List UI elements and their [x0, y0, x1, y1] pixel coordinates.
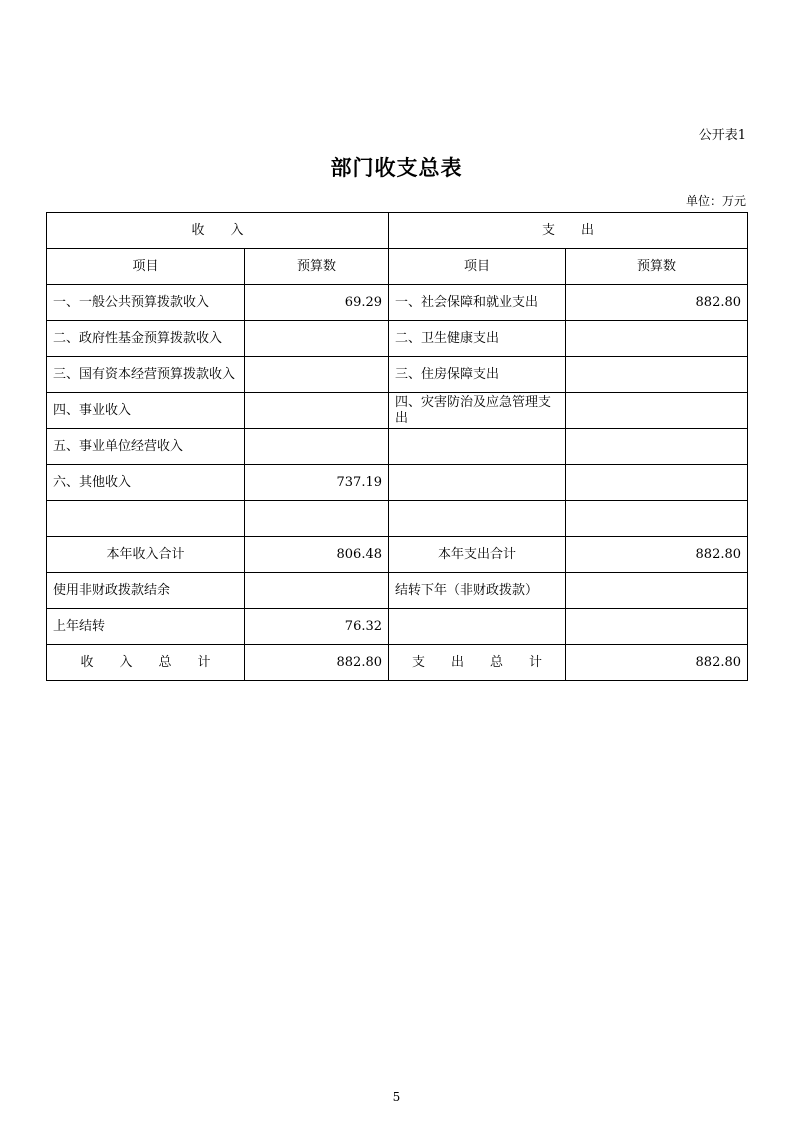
- expense-total-value: 882.80: [566, 645, 748, 681]
- income-value: [245, 357, 389, 393]
- page-number: 5: [392, 1090, 401, 1104]
- form-number: 公开表1: [698, 128, 746, 143]
- income-label: [47, 501, 245, 537]
- income-header: 收 入: [47, 213, 389, 249]
- table-row: [47, 285, 748, 321]
- expense-value: [566, 429, 748, 465]
- page-title: 部门收支总表: [330, 156, 463, 180]
- table-subheader-row: [47, 249, 748, 285]
- income-label: 上年结转: [47, 609, 245, 645]
- expense-value: [566, 321, 748, 357]
- expense-budget-header: 预算数: [566, 249, 748, 285]
- income-subtotal-value: 806.48: [245, 537, 389, 573]
- expense-value: 882.80: [566, 285, 748, 321]
- expense-total-label: 支 出 总 计: [389, 645, 566, 681]
- income-value: 737.19: [245, 465, 389, 501]
- income-label: 二、政府性基金预算拨款收入: [47, 321, 245, 357]
- table-row: [47, 609, 748, 645]
- expense-label: 结转下年（非财政拨款）: [389, 573, 566, 609]
- expense-label: [389, 429, 566, 465]
- income-total-label: 收 入 总 计: [47, 645, 245, 681]
- income-value: [245, 393, 389, 429]
- expense-subtotal-label: 本年支出合计: [389, 537, 566, 573]
- expense-label: [389, 609, 566, 645]
- expense-label: 四、灾害防治及应急管理支出: [389, 393, 566, 429]
- income-value: [245, 429, 389, 465]
- table-row: [47, 321, 748, 357]
- income-label: 一、一般公共预算拨款收入: [47, 285, 245, 321]
- table-row: [47, 429, 748, 465]
- table-row-total: [47, 645, 748, 681]
- income-subtotal-label: 本年收入合计: [47, 537, 245, 573]
- expense-value: [566, 465, 748, 501]
- expense-item-header: 项目: [389, 249, 566, 285]
- income-value: 76.32: [245, 609, 389, 645]
- income-value: [245, 321, 389, 357]
- income-value: [245, 573, 389, 609]
- income-label: 五、事业单位经营收入: [47, 429, 245, 465]
- income-label: 三、国有资本经营预算拨款收入: [47, 357, 245, 393]
- expense-value: [566, 501, 748, 537]
- budget-summary-table: [46, 212, 748, 681]
- table-row: [47, 393, 748, 429]
- expense-label: [389, 465, 566, 501]
- income-item-header: 项目: [47, 249, 245, 285]
- income-value: 69.29: [245, 285, 389, 321]
- expense-label: 二、卫生健康支出: [389, 321, 566, 357]
- expense-value: [566, 393, 748, 429]
- expense-label: 一、社会保障和就业支出: [389, 285, 566, 321]
- expense-value: [566, 357, 748, 393]
- expense-value: [566, 609, 748, 645]
- income-total-value: 882.80: [245, 645, 389, 681]
- income-budget-header: 预算数: [245, 249, 389, 285]
- table-row-subtotal: [47, 537, 748, 573]
- table-row: [47, 465, 748, 501]
- unit-label: 单位：万元: [685, 194, 746, 208]
- table-header-row: [47, 213, 748, 249]
- income-label: 六、其他收入: [47, 465, 245, 501]
- expense-header: 支 出: [389, 213, 748, 249]
- expense-label: [389, 501, 566, 537]
- table-row: [47, 357, 748, 393]
- income-value: [245, 501, 389, 537]
- expense-subtotal-value: 882.80: [566, 537, 748, 573]
- income-label: 使用非财政拨款结余: [47, 573, 245, 609]
- expense-label: 三、住房保障支出: [389, 357, 566, 393]
- table-row: [47, 573, 748, 609]
- income-label: 四、事业收入: [47, 393, 245, 429]
- table-row: [47, 501, 748, 537]
- expense-value: [566, 573, 748, 609]
